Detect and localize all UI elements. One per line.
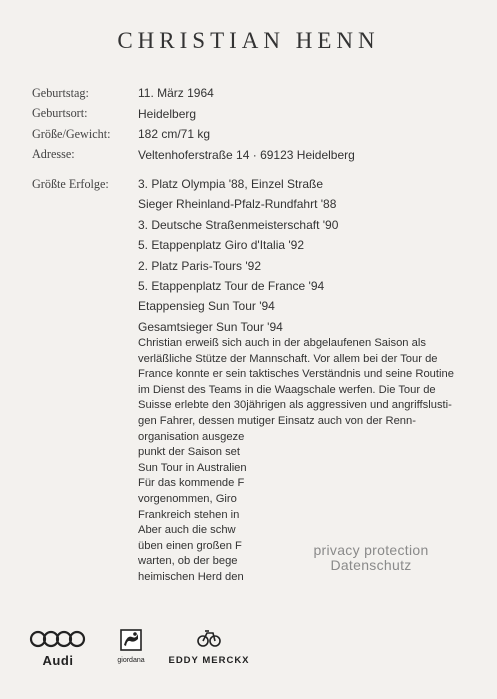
bio-line: Frankreich stehen in bbox=[138, 508, 240, 521]
fact-row-birthday bbox=[32, 83, 472, 104]
bio-line: verläßliche Stütze der Mannschaft. Vor allem bei der Tour de bbox=[138, 352, 438, 365]
list-item: Etappensieg Sun Tour '94 bbox=[138, 299, 275, 314]
merckx-bike-icon bbox=[196, 628, 222, 650]
fact-row-size-weight bbox=[32, 124, 472, 145]
list-item: 5. Etappenplatz Giro d'Italia '92 bbox=[138, 238, 305, 253]
successes-list bbox=[138, 176, 338, 339]
list-item: 5. Etappenplatz Tour de France '94 bbox=[138, 278, 325, 293]
list-item: 3. Platz Olympia '88, Einzel Straße bbox=[138, 177, 324, 191]
merckx-logo bbox=[168, 628, 250, 666]
fact-label: Geburtstag: bbox=[32, 85, 89, 100]
audi-logo bbox=[28, 630, 88, 668]
bio-line: heimischen Herd den bbox=[138, 570, 244, 583]
fact-label: Adresse: bbox=[32, 147, 75, 162]
list-item: Gesamtsieger Sun Tour '94 bbox=[138, 319, 283, 334]
giordana-logo bbox=[106, 628, 156, 664]
fact-label: Geburtsort: bbox=[32, 106, 88, 121]
audi-rings-icon bbox=[29, 630, 87, 648]
fact-value: 182 cm/71 kg bbox=[138, 127, 211, 142]
rider-name: CHRISTIAN HENN bbox=[117, 28, 380, 53]
fact-label: Größe/Gewicht: bbox=[32, 126, 111, 141]
fact-value: Veltenhoferstraße 14 · 69123 Heidelberg bbox=[138, 147, 355, 162]
bio-line: gen Fahrer, dessen mutiger Einsatz auch von der Renn- bbox=[138, 414, 416, 427]
giordana-wordmark: giordana bbox=[117, 657, 145, 664]
privacy-line-2: Datenschutz bbox=[330, 557, 412, 573]
privacy-watermark bbox=[276, 543, 466, 573]
bio-line: Sun Tour in Australien bbox=[138, 461, 247, 474]
list-item: 2. Platz Paris-Tours '92 bbox=[138, 258, 262, 273]
merckx-wordmark: EDDY MERCKX bbox=[168, 655, 250, 666]
bio-line: Suisse erlebte den 30jährigen als aggressiven und angriffslusti- bbox=[138, 399, 452, 412]
sponsor-logos bbox=[0, 626, 497, 676]
bio-line: punkt der Saison set bbox=[138, 446, 240, 459]
fact-row-birthplace bbox=[32, 104, 472, 125]
bio-line: Für das kommende F bbox=[138, 477, 245, 490]
bio-line: organisation ausgeze bbox=[138, 430, 245, 443]
list-item: Sieger Rheinland-Pfalz-Rundfahrt '88 bbox=[138, 197, 337, 212]
giordana-emblem-icon bbox=[118, 628, 144, 652]
successes-label: Größte Erfolge: bbox=[32, 177, 109, 191]
successes-section bbox=[32, 176, 472, 339]
fact-value: Heidelberg bbox=[138, 106, 197, 121]
bio-line: France konnte er sein taktisches Verständnis und seine Routine bbox=[138, 368, 454, 381]
audi-wordmark: Audi bbox=[42, 653, 74, 668]
bio-line: vorgenommen, Giro bbox=[138, 492, 237, 505]
bio-line: warten, ob der bege bbox=[138, 555, 238, 568]
bio-line: Christian erweiß sich auch in der abgelaufenen Saison als bbox=[138, 337, 426, 349]
list-item: 3. Deutsche Straßenmeisterschaft '90 bbox=[138, 217, 339, 232]
bio-line: im Dienst des Teams in die Waagschale werfen. Die Tour de bbox=[138, 383, 436, 396]
bio-line: Aber auch die schw bbox=[138, 524, 236, 537]
privacy-line-1: privacy protection bbox=[313, 542, 429, 558]
bio-line: üben einen großen F bbox=[138, 539, 242, 552]
fact-value: 11. März 1964 bbox=[138, 86, 214, 101]
fact-row-address bbox=[32, 145, 472, 166]
personal-facts bbox=[32, 83, 472, 165]
